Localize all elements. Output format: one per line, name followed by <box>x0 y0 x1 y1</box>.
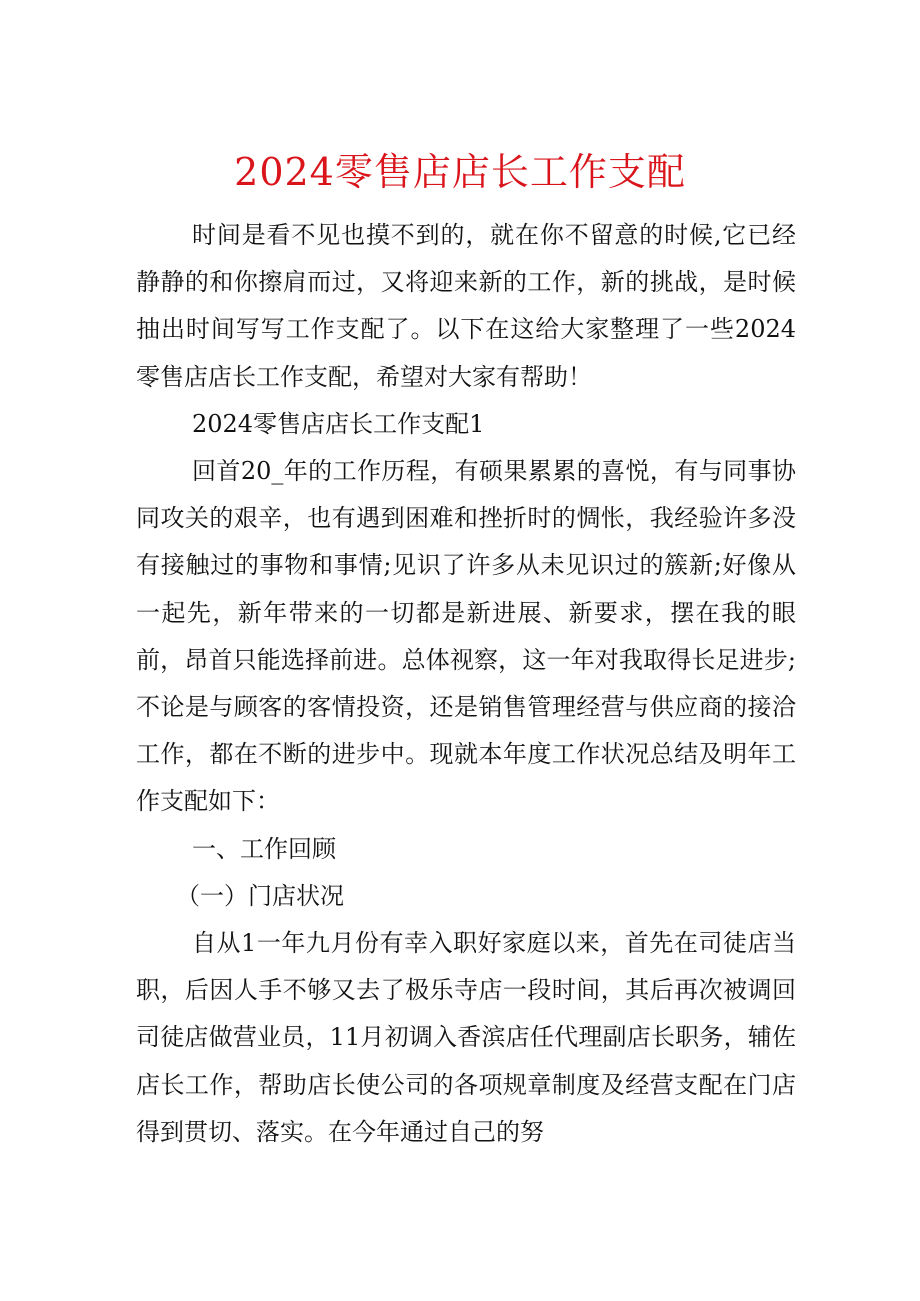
document-body <box>136 212 796 1156</box>
paragraph-store-status: 自从1一年九月份有幸入职好家庭以来，首先在司徒店当职，后因人手不够又去了极乐寺店一段时间，其后再次被调回司徒店做营业员，11月初调入香滨店任代理副店长职务，辅佐店长工作，帮助店长使公司的各项规章制度及经营支配在门店得到贯切、落实。在今年通过自己的努 <box>136 929 796 1146</box>
heading-store-status: （一）门店状况 <box>176 881 344 910</box>
paragraph-intro: 时间是看不见也摸不到的，就在你不留意的时候,它已经静静的和你擦肩而过，又将迎来新的工作，新的挑战，是时候抽出时间写写工作支配了。以下在这给大家整理了一些2024零售店店长工作支配，希望对大家有帮助！ <box>136 221 796 391</box>
section-heading: 2024零售店店长工作支配1 <box>192 409 485 438</box>
document-title: 2024零售店店长工作支配 <box>234 150 686 194</box>
heading-work-review: 一、工作回顾 <box>192 834 336 863</box>
paragraph-review: 回首20_年的工作历程，有硕果累累的喜悦，有与同事协同攻关的艰辛，也有遇到困难和挫折时的惆怅，我经验许多没有接触过的事物和事情;见识了许多从未见识过的簇新;好像从一起先，新年带来的一切都是新进展、新要求，摆在我的眼前，昂首只能选择前进。总体视察，这一年对我取得长足进步;不论是与顾客的客情投资，还是销售管理经营与供应商的接洽工作，都在不断的进步中。现就本年度工作状况总结及明年工作支配如下： <box>136 457 796 816</box>
